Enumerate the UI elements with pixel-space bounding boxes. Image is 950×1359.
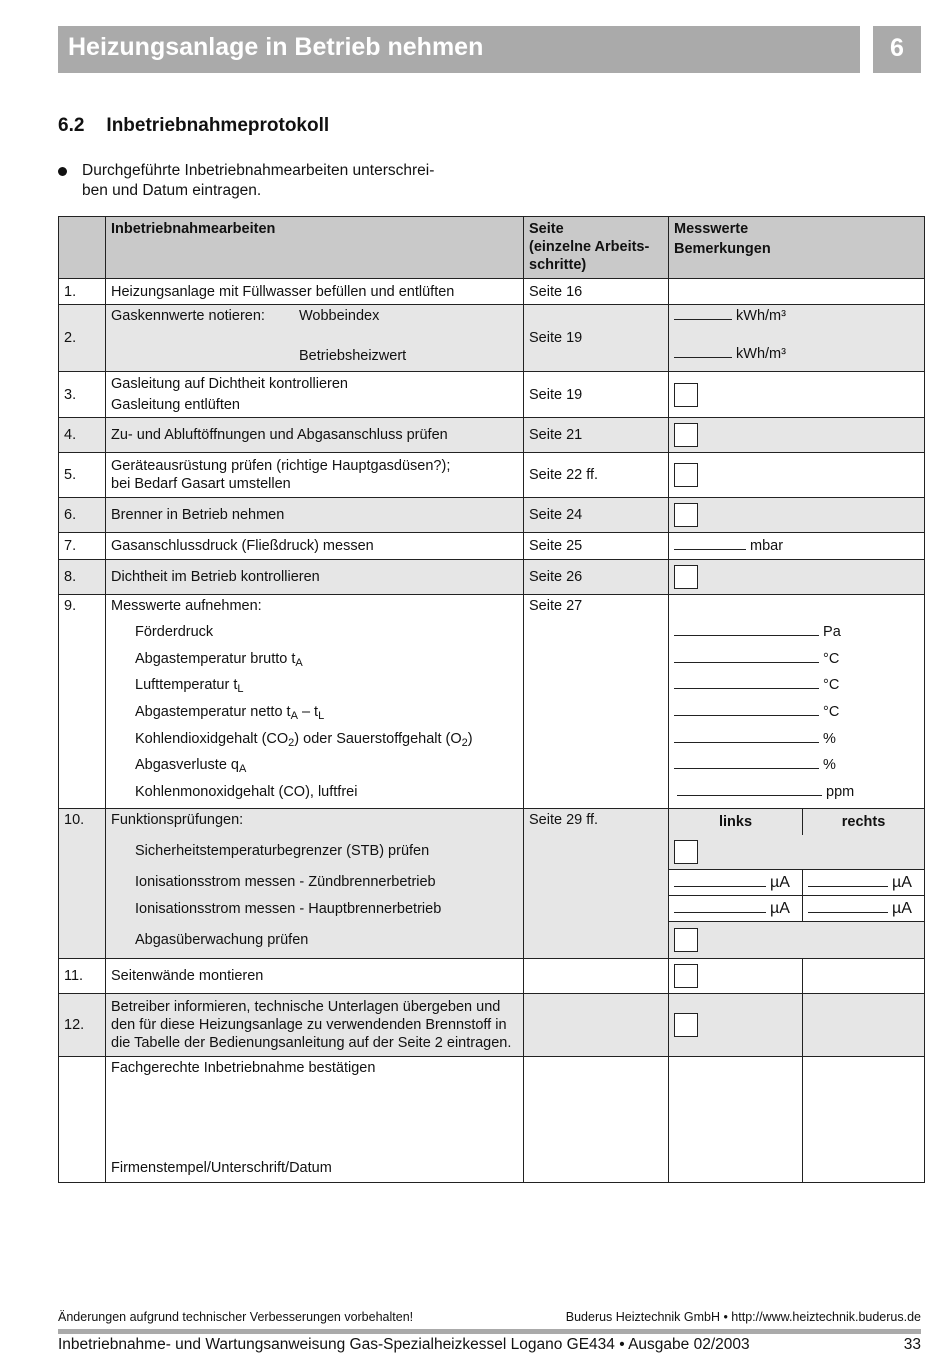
measure-item: Abgastemperatur brutto $t_A$ <box>135 650 303 669</box>
table-row <box>59 372 925 418</box>
footer-note: Änderungen aufgrund technischer Verbesserungen vorbehalten! <box>58 1310 414 1324</box>
row-page: Seite 19 <box>524 372 669 418</box>
row-work-line: Gasleitung entlüften <box>111 397 240 413</box>
row-measure <box>669 533 925 560</box>
column-right: rechts <box>803 809 925 835</box>
checkbox[interactable] <box>674 1013 698 1037</box>
checkbox[interactable] <box>674 383 698 407</box>
row-measure <box>669 808 925 958</box>
signature-cell[interactable] <box>803 1056 925 1182</box>
unit-label: ppm <box>826 784 855 801</box>
entry-line[interactable] <box>674 768 819 769</box>
chapter-box <box>873 26 921 73</box>
table-row <box>59 595 925 809</box>
entry-line[interactable] <box>674 549 746 550</box>
unit-label: % <box>823 757 836 774</box>
entry-line[interactable] <box>674 635 819 636</box>
function-item: Sicherheitstemperaturbegrenzer (STB) prüfen <box>135 842 430 859</box>
row-work: Seitenwände montieren <box>106 958 524 993</box>
row-work: Heizungsanlage mit Füllwasser befüllen und entlüften <box>106 279 524 305</box>
row-work-line: bei Bedarf Gasart umstellen <box>111 476 291 492</box>
wobbe-index-label: Wobbeindex <box>299 308 380 324</box>
row-number: 7. <box>59 533 106 560</box>
unit-label: kWh/m³ <box>736 346 786 362</box>
row-measure <box>669 453 925 498</box>
function-item: Ionisationsstrom messen - Hauptbrennerbetrieb <box>135 900 442 917</box>
header-page-line: (einzelne Arbeits- <box>529 239 650 255</box>
unit-label: µA <box>892 873 912 891</box>
unit-label: Pa <box>823 624 841 640</box>
row-number <box>59 1056 106 1182</box>
intro-line: Durchgeführte Inbetriebnahmearbeiten unterschrei- <box>82 162 435 179</box>
row-work <box>106 993 524 1056</box>
row-number: 9. <box>59 595 106 809</box>
row-page: Seite 19 <box>524 305 669 372</box>
function-item: Abgasüberwachung prüfen <box>135 931 309 948</box>
entry-line[interactable] <box>674 357 732 358</box>
footer-company: Buderus Heiztechnik GmbH • http://www.heiztechnik.buderus.de <box>565 1310 921 1324</box>
row-page: Seite 26 <box>524 560 669 595</box>
row-work-line: den für diese Heizungsanlage zu verwendenden Brennstoff in <box>111 1016 507 1033</box>
row-work: Zu- und Abluftöffnungen und Abgasanschluss prüfen <box>106 418 524 453</box>
footer-rule <box>58 1329 921 1334</box>
unit-label: µA <box>770 873 790 891</box>
table-header-row <box>59 217 925 279</box>
measure-item: Abgasverluste $q_A$ <box>135 757 247 776</box>
header-cell-empty <box>59 217 106 279</box>
header-bar <box>58 26 860 73</box>
operating-heat-value-label: Betriebsheizwert <box>299 348 407 364</box>
entry-line[interactable] <box>674 688 819 689</box>
checkbox[interactable] <box>674 463 698 487</box>
row-work: Dichtheit im Betrieb kontrollieren <box>106 560 524 595</box>
section-heading <box>58 115 329 137</box>
entry-line[interactable] <box>677 795 822 796</box>
table-row <box>59 305 925 372</box>
row-number: 12. <box>59 993 106 1056</box>
table-row <box>59 279 925 305</box>
header-measurements <box>669 217 925 279</box>
table-row <box>59 958 925 993</box>
row-number: 3. <box>59 372 106 418</box>
entry-line[interactable] <box>808 912 888 913</box>
row-number: 8. <box>59 560 106 595</box>
row-measure <box>669 305 925 372</box>
row-number: 2. <box>59 305 106 372</box>
row-page: Seite 22 ff. <box>524 453 669 498</box>
function-list <box>111 842 518 949</box>
unit-label: µA <box>892 899 912 917</box>
measure-item: Kohlendioxidgehalt $(CO_2)$ oder Sauerstoffgehalt $(O_2)$ <box>135 730 473 749</box>
confirm-label: Fachgerechte Inbetriebnahme bestätigen <box>111 1059 376 1076</box>
measure-item: Förderdruck <box>135 624 214 640</box>
signature-cell[interactable] <box>524 1056 669 1182</box>
checkbox[interactable] <box>674 840 698 864</box>
row-page: Seite 24 <box>524 498 669 533</box>
row-measure <box>669 418 925 453</box>
row-number: 5. <box>59 453 106 498</box>
row-page: Seite 16 <box>524 279 669 305</box>
unit-label: µA <box>770 899 790 917</box>
row-measure-right <box>803 993 925 1056</box>
header-meas-line: Bemerkungen <box>674 241 771 257</box>
checkbox[interactable] <box>674 964 698 988</box>
unit-label: kWh/m³ <box>736 308 786 324</box>
header-title: Heizungsanlage in Betrieb nehmen <box>68 33 484 61</box>
measure-list <box>111 619 518 806</box>
table-row <box>59 808 925 958</box>
entry-line[interactable] <box>808 886 888 887</box>
row-work: Brenner in Betrieb nehmen <box>106 498 524 533</box>
measure-item: Lufttemperatur $t_L$ <box>135 677 244 696</box>
stamp-label: Firmenstempel/Unterschrift/Datum <box>111 1159 332 1176</box>
row-work <box>106 1056 524 1182</box>
header-page-line: schritte) <box>529 257 587 273</box>
row-work <box>106 808 524 958</box>
entry-line[interactable] <box>674 319 732 320</box>
row-work <box>106 453 524 498</box>
unit-label: °C <box>823 650 840 667</box>
chapter-number: 6 <box>890 34 904 62</box>
unit-label: °C <box>823 677 840 694</box>
row-measure <box>669 279 925 305</box>
checkbox[interactable] <box>674 928 698 952</box>
intro-text <box>82 161 482 201</box>
table-row <box>59 418 925 453</box>
row-measure <box>669 560 925 595</box>
table-row <box>59 498 925 533</box>
footer-note-row <box>58 1310 921 1324</box>
row-measure-right <box>803 958 925 993</box>
gas-values-label: Gaskennwerte notieren: <box>111 308 265 324</box>
entry-line[interactable] <box>674 662 819 663</box>
table-row <box>59 533 925 560</box>
row-work-line: die Tabelle der Bedienungsanleitung auf der Seite 2 eintragen. <box>111 1034 512 1051</box>
row-work <box>106 305 524 372</box>
signature-cell[interactable] <box>669 1056 803 1182</box>
unit-label: mbar <box>750 538 784 554</box>
footer-doc-title: Inbetriebnahme- und Wartungsanweisung Gas-Spezialheizkessel Logano GE434 • Ausgabe 02/2003 <box>58 1336 750 1353</box>
measure-heading: Messwerte aufnehmen: <box>111 598 262 614</box>
row-page: Seite 27 <box>524 595 669 809</box>
checkbox[interactable] <box>674 503 698 527</box>
row-work: Gasanschlussdruck (Fließdruck) messen <box>106 533 524 560</box>
row-work-line: Betreiber informieren, technische Unterlagen übergeben und <box>111 998 501 1015</box>
function-item: Ionisationsstrom messen - Zündbrennerbetrieb <box>135 873 436 890</box>
row-work <box>106 595 524 809</box>
column-left: links <box>669 809 803 835</box>
measure-entries <box>674 619 919 806</box>
measure-item: Kohlenmonoxidgehalt (CO), luftfrei <box>135 784 358 801</box>
intro-line: ben und Datum eintragen. <box>82 182 262 199</box>
page-number: 33 <box>903 1336 921 1353</box>
table-row <box>59 453 925 498</box>
row-number: 6. <box>59 498 106 533</box>
entry-line[interactable] <box>674 912 766 913</box>
row-measure <box>669 498 925 533</box>
row-number: 4. <box>59 418 106 453</box>
checkbox[interactable] <box>674 565 698 589</box>
unit-label: % <box>823 730 836 747</box>
table-row-confirmation <box>59 1056 925 1182</box>
table-row <box>59 560 925 595</box>
row-page: Seite 29 ff. <box>524 808 669 958</box>
entry-line[interactable] <box>674 886 766 887</box>
measure-item: Abgastemperatur netto $t_A - t_L$ <box>135 704 325 723</box>
row-number: 11. <box>59 958 106 993</box>
row-measure <box>669 372 925 418</box>
footer-doc-row <box>58 1336 921 1354</box>
row-number: 10. <box>59 808 106 958</box>
row-work <box>106 372 524 418</box>
header-page-line: Seite <box>529 221 564 237</box>
table-row <box>59 993 925 1056</box>
unit-label: °C <box>823 704 840 721</box>
entry-line[interactable] <box>674 742 819 743</box>
entry-line[interactable] <box>674 715 819 716</box>
function-heading: Funktionsprüfungen: <box>111 811 244 828</box>
row-measure <box>669 595 925 809</box>
row-work-line: Gasleitung auf Dichtheit kontrollieren <box>111 376 348 392</box>
checkbox[interactable] <box>674 423 698 447</box>
row-measure-left <box>669 958 803 993</box>
row-work-line: Geräteausrüstung prüfen (richtige Hauptgasdüsen?); <box>111 458 451 474</box>
row-measure-left <box>669 993 803 1056</box>
section-number: 6.2 <box>58 115 85 136</box>
function-measure-grid <box>669 809 924 957</box>
row-page <box>524 958 669 993</box>
row-page: Seite 25 <box>524 533 669 560</box>
row-page <box>524 993 669 1056</box>
header-work: Inbetriebnahmearbeiten <box>106 217 524 279</box>
row-page: Seite 21 <box>524 418 669 453</box>
header-page <box>524 217 669 279</box>
header-meas-line: Messwerte <box>674 221 749 237</box>
row-number: 1. <box>59 279 106 305</box>
section-title: Inbetriebnahmeprotokoll <box>106 115 330 136</box>
bullet-icon <box>58 167 67 176</box>
protocol-table <box>58 216 925 1183</box>
